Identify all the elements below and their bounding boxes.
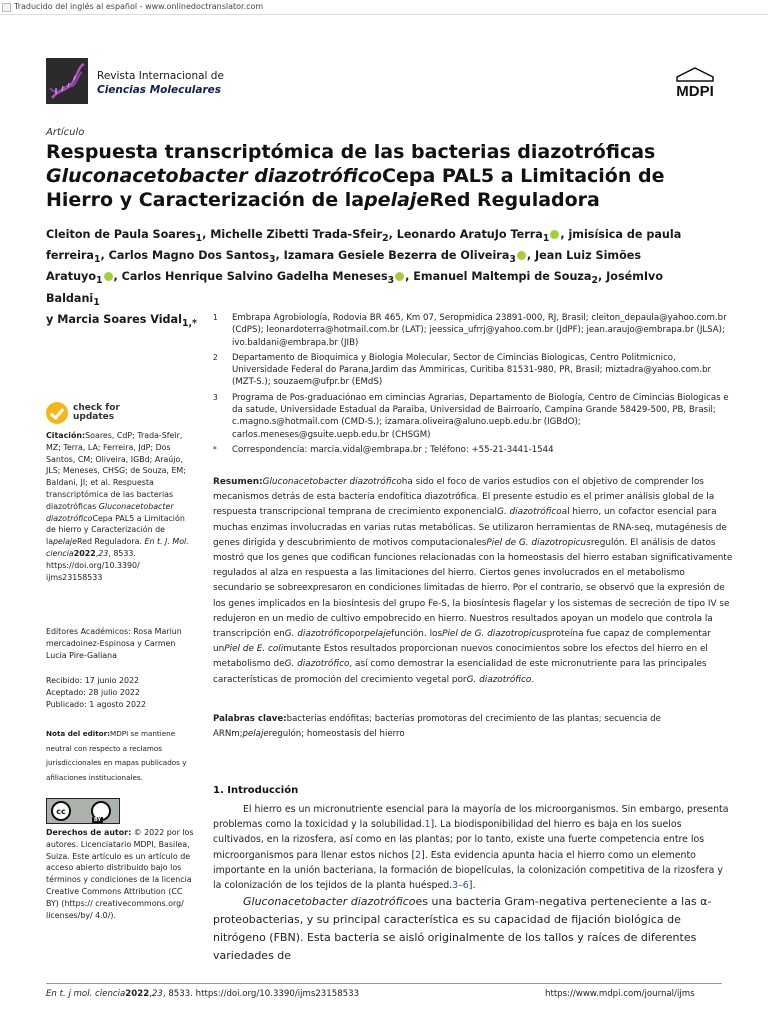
checkmark-icon — [46, 402, 68, 424]
keywords — [213, 712, 733, 742]
abstract-text: regulón. El análisis de datos mostró que los genes que codifican funciones relacionadas con la homeostasis del hierro estaban significativamente regulados al alza en respuesta a las limitaciones del hierro. Ciertos genes involucrados en el metabolismo secundario se sobreexpresaron en condiciones limitadas de hierro. Por el contrario, se observó que la expresión de los genes implicados en la biosíntesis del grupo Fe-S, la biosíntesis flagelar y los sistemas de secreción de tipo IV se redujeron en un medio de cultivo empobrecido en hierro. Nuestros resultados apoyan un modelo que controla la transcripción en — [213, 537, 733, 640]
journal-name-line2: Ciencias Moleculares — [97, 84, 222, 96]
abstract-text: al hierro, un cofactor esencial para muchas enzimas involucradas en varias rutas metabólicas. Se utilizaron herramientas de RNA-seq, mutagénesis de genes dirigida y descubrimiento de motivos computacionales — [213, 507, 727, 548]
translate-icon — [2, 3, 11, 12]
author-affil-sup: 1,* — [181, 318, 197, 330]
citation-volume: 23 — [98, 548, 109, 558]
title-species: Gluconacetobacter diazotrófico — [46, 165, 383, 187]
publisher-note-text: MDPI se mantiene neutral con respecto a reclamos jurisdiccionales en mapas publicados y afiliaciones institucionales. — [46, 729, 187, 782]
check-for-updates-button[interactable] — [46, 401, 136, 425]
species-name: G. diazotrófico — [466, 674, 532, 685]
affiliation-item — [213, 312, 733, 349]
abstract-text: ha sido el foco de varios estudios con el objetivo de comprender los mecanismos detrás de esta bacteria endofítica diazotrófica. El presente estudio es el primer análisis global de la respuesta transcripcional temprana de crecimiento exponencial — [213, 477, 715, 518]
journal-name — [97, 69, 224, 97]
title-part3: Red Reguladora — [429, 189, 600, 211]
species-name: Gluconacetobacter diazotrófico — [243, 895, 416, 908]
orcid-icon[interactable] — [517, 251, 526, 260]
author-name: y Marcia Soares Vidal — [46, 312, 182, 326]
copyright-label: Derechos de autor: — [46, 828, 132, 837]
affiliation-number: 1 — [213, 313, 218, 322]
body-text: ]. — [468, 880, 476, 892]
correspondence-item — [213, 444, 733, 456]
publisher-note — [46, 727, 196, 785]
author-affil-sup: 1 — [542, 233, 550, 245]
citation-link[interactable]: 3–6 — [452, 880, 469, 892]
academic-editors: Editores Académicos: Rosa Mariun mercadoinez-Espinosa y Carmen Lucia Pire-Galiana — [46, 627, 182, 660]
citation-text: Soares, CdP; Trada-Sfeir, MZ; Terra, LA; Ferreira, JdP; Dos Santos, CM; Oliveira, IGBd; Araújo, JLS; Meneses, CHSG; de Souza, EM; Baldani, JI; et al. Respuesta transcriptómica de las bacterias diazotróficas — [46, 431, 186, 511]
author-affil-sup: 2 — [591, 275, 598, 287]
affiliation-item — [213, 352, 733, 389]
introduction-paragraph — [213, 802, 733, 893]
check-updates-line1: check for — [73, 402, 120, 413]
affiliation-text: Embrapa Agrobiología, Rodovia BR 465, Km 07, Seropmidica 23891-000, RJ, Brasil; cleiton_depaula@yahoo.com.br (CdPS); leonardoterra@hotmail.com.br (LAT); jeessica_ufrrj@yahoo.com.br (JdPF); jean.araujo@embrapa.br (JLSA); ivo.baldani@embrapa.br (JIB) — [232, 313, 727, 348]
author-affil-sup: 2 — [382, 233, 389, 245]
abstract-text: mutante Estos resultados proporcionan nuevos conocimientos sobre los efectos del hierro en el metabolismo de — [213, 644, 708, 670]
by-label: BY — [94, 817, 102, 823]
published-date: Publicado: 1 agosto 2022 — [46, 699, 147, 709]
check-updates-line2: updates — [73, 412, 115, 422]
citation-species: Gluconacetobacter diazotrófico — [46, 501, 174, 523]
keywords-text: bacterias endófitas; bacterias promotoras del crecimiento de las plantas; secuencia de ARNm; — [213, 714, 661, 739]
author-affil-sup: 1 — [93, 254, 101, 266]
species-name: G. diazotrófico — [284, 629, 350, 640]
mdpi-logo-text: MDPI — [676, 83, 714, 100]
footer-volume: 23 — [151, 989, 163, 999]
top-divider — [0, 14, 768, 15]
author-name: , Michelle Zibetti Trada-Sfeir — [202, 228, 383, 241]
introduction-paragraph-2 — [213, 893, 733, 965]
author-name: , Jean Luiz Simões Aratuyo — [46, 249, 641, 284]
species-name: G. diazotrófico — [496, 507, 562, 518]
citation-text: Red Reguladora. — [76, 537, 142, 547]
species-name: Piel de E. coli — [224, 644, 284, 655]
cc-by-license-badge[interactable] — [46, 798, 120, 824]
abstract-text: proteína fue capaz de complementar un — [213, 629, 711, 655]
species-name: Piel de G. diazotropicus — [486, 537, 591, 548]
affiliation-number: 2 — [213, 352, 218, 362]
footer-journal: En t. j mol. ciencia — [46, 989, 126, 999]
gene-name: pelaje — [242, 729, 269, 739]
author-affil-sup: 3 — [269, 254, 276, 266]
journal-name-line1: Revista Internacional de — [97, 70, 224, 82]
accepted-date: Aceptado: 28 julio 2022 — [46, 687, 140, 697]
copyright-block — [46, 827, 196, 921]
author-affil-sup: 3 — [387, 275, 395, 287]
abstract-text: función. los — [391, 629, 443, 640]
affiliation-number: 3 — [213, 392, 218, 402]
translation-banner — [0, 0, 768, 14]
footer-doi[interactable]: , 8533. https://doi.org/10.3390/ijms23158533 — [162, 989, 360, 999]
keywords-text: regulón; homeostasis del hierro — [268, 729, 405, 739]
author-affil-sup: 1 — [93, 296, 100, 308]
title-gene: pelaje — [364, 189, 430, 211]
footer-journal-url[interactable]: https://www.mdpi.com/journal/ijms — [545, 989, 695, 999]
affiliation-number: * — [213, 444, 217, 454]
citation-doi[interactable]: , 8533. https://doi.org/10.3390/ ijms23158533 — [46, 548, 140, 582]
species-name: Piel de G. diazotropicus — [442, 629, 547, 640]
copyright-text: © 2022 por los autores. Licenciatario MDPI, Basilea, Suiza. Este artículo es un artículo de acceso abierto distribuido bajo los términos y condiciones de la licencia Creative Commons Attribution (CC BY) (https:// creativecommons.org/ licenses/by/ 4.0/). — [46, 828, 194, 920]
orcid-icon[interactable] — [550, 230, 559, 239]
author-name: Cleiton de Paula Soares — [46, 228, 196, 241]
article-title — [46, 140, 726, 212]
section-heading: 1. Introducción — [213, 785, 299, 796]
correspondence-text: Correspondencia: marcia.vidal@embrapa.br ; Teléfono: +55-21-3441-1544 — [232, 444, 554, 455]
orcid-icon[interactable] — [104, 272, 113, 281]
citation-journal: En t. J. Mol. ciencia — [46, 537, 189, 558]
citation-label: Citación: — [46, 431, 86, 440]
footer-divider — [46, 983, 722, 984]
mdpi-logo[interactable] — [668, 67, 722, 101]
journal-logo-dna-icon — [46, 58, 88, 104]
body-text: El hierro es un micronutriente esencial para la mayoría de los microorganismos. Sin embargo, presenta problemas como la toxicidad y la solubilidad. — [213, 804, 729, 831]
author-name: , jmisísica de paula ferreira — [46, 228, 682, 263]
citation-link[interactable]: 1 — [424, 819, 431, 831]
abstract-text: por — [349, 629, 365, 640]
abstract-label: Resumen: — [213, 477, 263, 487]
citation-text: Cepa PAL5 a Limitación de hierro y Caracterización de la — [46, 513, 185, 547]
author-affil-sup: 1 — [96, 275, 103, 287]
affiliation-text: Programa de Pos-graduaciónao em cimincias Agrarias, Departamento de Biología, Centro de Cimincias Biologicas e da satude, Universidade Estadual da Paraiba, Universidad de Bairroarío, Campina Grande 58429-500, PB, Brasil; c.magno.s@hotmail.com (CMD-S.); izamara.oliveira@aluno.uepb.edu.br (IGBdO); carlos.meneses@gsuite.uepb.edu.br (CHSGM) — [232, 392, 729, 440]
check-updates-label — [73, 404, 120, 423]
title-part1: Respuesta transcriptómica de las bacterias diazotróficas — [46, 141, 656, 163]
species-name: G. diazotrófico — [284, 659, 350, 670]
citation-block: Citación:Soares, CdP; Trada-Sfeir, MZ; Terra, LA; Ferreira, JdP; Dos Santos, CM; Oliveira, IGBd; Araújo, JLS; Meneses, CHSG; de Souza, EM; Baldani, JI; et al. Respuesta transcriptómica de las bacterias diazotróficas Gluconacetobacter diazotróficoCepa PAL5 a Limitación de hierro y Caracterización de lapelajeRed Reguladora. En t. J. Mol. ciencia2022,23, 8533. https://doi.org/10.3390/ ijms23158533 — [46, 431, 189, 582]
body-text: es una bacteria Gram-negativa perteneciente a las α-proteobacterias, y su principal característica es su capacidad de fijación biológica de nitrógeno (FBN). Esta bacteria se aisló originalmente de los tallos y raíces de diferentes variedades de — [213, 895, 712, 962]
abstract — [213, 475, 733, 688]
citation-link[interactable]: 2 — [415, 849, 422, 861]
publication-dates — [46, 675, 196, 710]
orcid-icon[interactable] — [395, 272, 404, 281]
title-part2: Cepa PAL5 a Limitación de Hierro y Caracterización de la — [46, 165, 665, 211]
author-affil-sup: 1 — [195, 233, 203, 245]
author-name: , Izamara Gesiele Bezerra de Oliveira — [275, 249, 510, 263]
keywords-label: Palabras clave: — [213, 714, 287, 724]
affiliation-item — [213, 392, 733, 441]
citation-year: 2022 — [73, 548, 96, 558]
affiliation-text: Departamento de Bioquimica y Biologia Molecular, Sector de Cimincias Biologicas, Centro Politmicnico, Universidade Federal do Parana,Jardim das Ammiricas, Curitiba 81531-980, PR, Brasil; miztadra@yahoo.com.br (MZT-S.); souzaem@ufpr.br (EMdS) — [232, 352, 711, 388]
author-affil-sup: 3 — [509, 254, 516, 266]
author-name: , Carlos Henrique Salvino Gadelha Meneses — [113, 270, 388, 284]
gene-name: pelaje — [364, 629, 392, 640]
author-name: , Emanuel Maltempi de Souza — [405, 270, 592, 284]
received-date: Recibido: 17 junio 2022 — [46, 676, 140, 685]
article-type: Artículo — [46, 127, 85, 138]
author-name: , JosémIvo Baldani — [46, 270, 664, 305]
body-text: ]. Esta evidencia apunta hacia el hierro como un elemento importante en la unión bacteriana, la formación de biopelículas, la colonización competitiva de la rizosfera y la colonización de los tejidos de la planta huésped. — [213, 849, 723, 892]
author-name: , Carlos Magno Dos Santos — [100, 249, 270, 263]
translation-banner-text: Traducido del inglés al español - www.onlinedoctranslator.com — [14, 2, 264, 11]
body-text: ]. La biodisponibilidad del hierro es baja en los suelos cultivados, en la rizosfera, así como en las plantas; por lo tanto, existe una fuerte competencia entre los microorganismos para llenar estos nichos [ — [213, 819, 705, 861]
species-name: Gluconacetobacter diazotrófico — [262, 477, 402, 487]
footer-year: 2022 — [125, 989, 150, 999]
citation-gene: pelaje — [53, 537, 77, 547]
affiliations — [213, 312, 733, 459]
abstract-text: , así como demostrar la esencialidad de este micronutriente para las principales características de promoción del crecimiento vegetal por — [213, 659, 707, 685]
author-name: , Leonardo AratuJo Terra — [388, 228, 543, 241]
cc-icon: cc — [51, 801, 71, 821]
publisher-note-label: Nota del editor: — [46, 729, 111, 738]
abstract-text: . — [531, 674, 535, 685]
footer-citation: En t. j mol. ciencia2022,23, 8533. https://doi.org/10.3390/ijms23158533 — [46, 989, 360, 999]
